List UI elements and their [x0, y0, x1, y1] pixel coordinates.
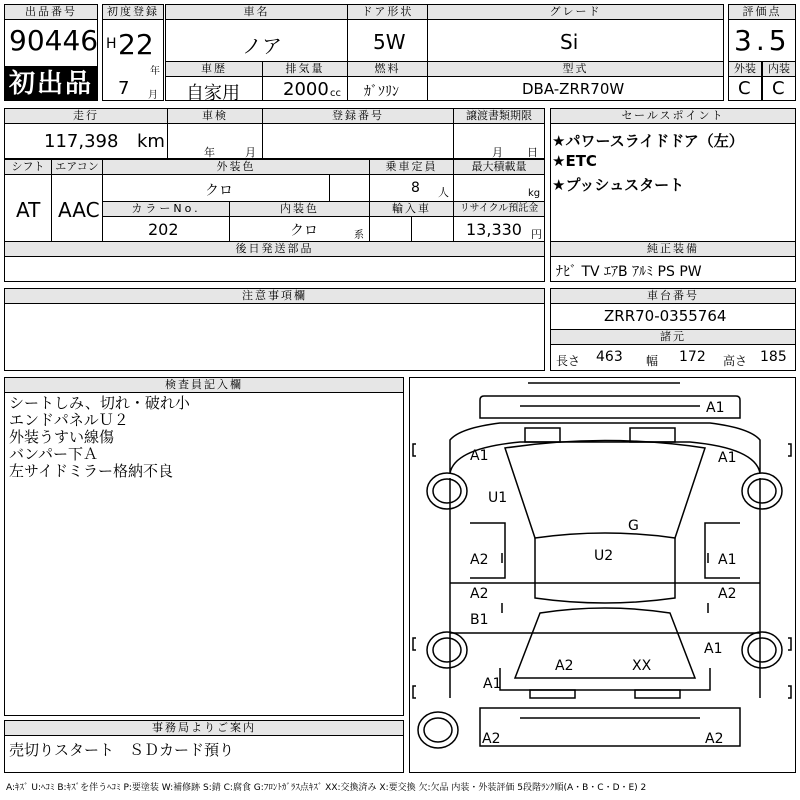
color-no-label: カラーNo.	[102, 201, 230, 217]
displacement-label: 排気量	[262, 61, 348, 77]
caution-label: 注意事項欄	[4, 288, 545, 304]
history-label: 車歴	[165, 61, 263, 77]
ext-color: クロ	[205, 183, 233, 199]
ext-color-extra-cell	[329, 174, 370, 202]
reg-number-label: 登録番号	[262, 108, 454, 124]
inspector-note-5: 左サイドミラー格納不良	[9, 462, 173, 480]
transfer-label: 譲渡書類期限	[453, 108, 545, 124]
year-unit: 年	[150, 66, 160, 77]
import-cell-2	[411, 216, 454, 242]
ext-color-label: 外装色	[102, 159, 370, 175]
fuel: ｶﾞｿﾘﾝ	[364, 84, 399, 100]
grade: Si	[560, 30, 579, 54]
legend: A:ｷｽﾞ U:ﾍｺﾐ B:ｷｽﾞを伴うﾍｺﾐ P:要塗装 W:補修跡 S:錆 C:腐食 G:ﾌﾛﾝﾄｶﾞﾗｽ点ｷｽﾞ XX:交換済み X:要交換 欠:欠品 内装・外装評価 5段階ﾗﾝｸ順(A・B・C・D・E) 2	[6, 783, 647, 793]
inspector-label: 検査員記入欄	[4, 377, 404, 393]
score: 3.5	[734, 24, 791, 57]
door-type: 5W	[373, 30, 406, 54]
transfer-month-unit: 月	[492, 146, 503, 159]
damage-mark: A2	[555, 658, 574, 674]
lot-number-label: 出品番号	[4, 4, 98, 20]
dimensions-label: 諸元	[550, 329, 796, 345]
import-cell-1	[369, 216, 412, 242]
length: 463	[596, 349, 623, 365]
later-parts-label: 後日発送部品	[4, 241, 545, 257]
score-label: 評価点	[728, 4, 796, 20]
car-name: ノア	[242, 34, 282, 58]
first-reg-label: 初度登録	[102, 4, 164, 20]
shift: AT	[16, 198, 41, 222]
fuel-label: 燃料	[347, 61, 428, 77]
month-unit: 月	[148, 90, 158, 101]
reg-year: 22	[118, 28, 154, 61]
later-parts-cell	[4, 256, 545, 282]
sales-point-2: ★ETC	[552, 152, 597, 170]
int-color: クロ	[290, 223, 318, 239]
displacement-unit: cc	[330, 88, 341, 99]
import-label: 輸入車	[369, 201, 454, 217]
damage-mark: A1	[470, 448, 489, 464]
damage-mark: A2	[718, 586, 737, 602]
inspection-label: 車検	[167, 108, 263, 124]
car-name-label: 車名	[165, 4, 348, 20]
int-color-unit: 系	[354, 230, 364, 241]
mileage-unit: km	[137, 131, 165, 152]
interior-grade: C	[772, 78, 785, 99]
capacity-unit: 人	[438, 186, 449, 199]
damage-mark: A1	[483, 676, 502, 692]
transfer-day-unit: 日	[527, 146, 538, 159]
recycle-unit: 円	[531, 228, 542, 241]
width-label: 幅	[646, 354, 659, 368]
damage-mark: A1	[704, 641, 723, 657]
grade-label: グレード	[427, 4, 724, 20]
reg-month: 7	[118, 78, 130, 99]
inspector-note-1: シートしみ、切れ・破れ小	[9, 394, 190, 412]
damage-mark: G	[628, 518, 639, 534]
damage-mark: A2	[482, 731, 501, 747]
shift-label: シフト	[4, 159, 52, 175]
int-color-label: 内装色	[229, 201, 370, 217]
equipment: ﾅﾋﾞ TV ｴｱB ｱﾙﾐ PS PW	[556, 264, 702, 280]
capacity-label: 乗車定員	[369, 159, 454, 175]
ac: AAC	[58, 198, 100, 222]
chassis-label: 車台番号	[550, 288, 796, 304]
width: 172	[679, 349, 706, 365]
sales-point-1: ★パワースライドドア（左）	[552, 132, 744, 150]
history: 自家用	[186, 83, 240, 104]
lot-number: 90446	[9, 24, 99, 57]
inspector-note-3: 外装うすい線傷	[9, 428, 115, 446]
damage-mark: XX	[632, 658, 652, 674]
recycle-fee: 13,330	[466, 220, 522, 239]
height-label: 高さ	[723, 354, 748, 368]
damage-mark: A1	[718, 552, 737, 568]
inspector-note-2: エンドパネルＵ２	[9, 411, 129, 429]
inspection-year-unit: 年	[204, 146, 215, 159]
model-label: 型式	[427, 61, 724, 77]
equipment-label: 純正装備	[550, 241, 796, 257]
ac-label: エアコン	[51, 159, 103, 175]
inspection-month-unit: 月	[245, 146, 256, 159]
reg-number-cell	[262, 123, 454, 159]
damage-mark: U2	[594, 548, 614, 564]
door-label: ドア形状	[347, 4, 428, 20]
damage-mark: U1	[488, 490, 508, 506]
car-diagram-svg	[410, 378, 797, 774]
chassis-number: ZRR70-0355764	[604, 307, 727, 325]
office-note: 売切りスタート ＳＤカード預り	[9, 741, 235, 759]
interior-grade-label: 内装	[762, 61, 796, 77]
inspector-notes	[4, 392, 404, 716]
office-label: 事務局よりご案内	[4, 720, 404, 736]
inspector-note-4: バンパー下Ａ	[9, 445, 98, 463]
damage-mark: A1	[718, 450, 737, 466]
height: 185	[760, 349, 787, 365]
damage-mark: A2	[705, 731, 724, 747]
damage-mark: A2	[470, 552, 489, 568]
max-load-unit: kg	[528, 188, 541, 199]
first-listing-badge: 初出品	[4, 67, 98, 101]
length-label: 長さ	[556, 354, 581, 368]
damage-mark: A1	[706, 400, 725, 416]
exterior-grade-label: 外装	[728, 61, 762, 77]
mileage-label: 走行	[4, 108, 168, 124]
damage-mark: A2	[470, 586, 489, 602]
caution-cell	[4, 303, 545, 371]
sales-point-3: ★プッシュスタート	[552, 176, 685, 194]
mileage: 117,398	[44, 131, 119, 152]
model: DBA-ZRR70W	[522, 80, 625, 98]
recycle-label: リサイクル預託金	[453, 201, 545, 217]
era-prefix: H	[106, 36, 117, 52]
color-no: 202	[148, 220, 179, 239]
exterior-grade: C	[738, 78, 751, 99]
displacement: 2000	[283, 79, 329, 100]
car-diagram	[409, 377, 796, 773]
max-load-label: 最大積載量	[453, 159, 545, 175]
sales-points-label: セールスポイント	[550, 108, 796, 124]
damage-mark: B1	[470, 612, 489, 628]
capacity: 8	[411, 180, 420, 196]
